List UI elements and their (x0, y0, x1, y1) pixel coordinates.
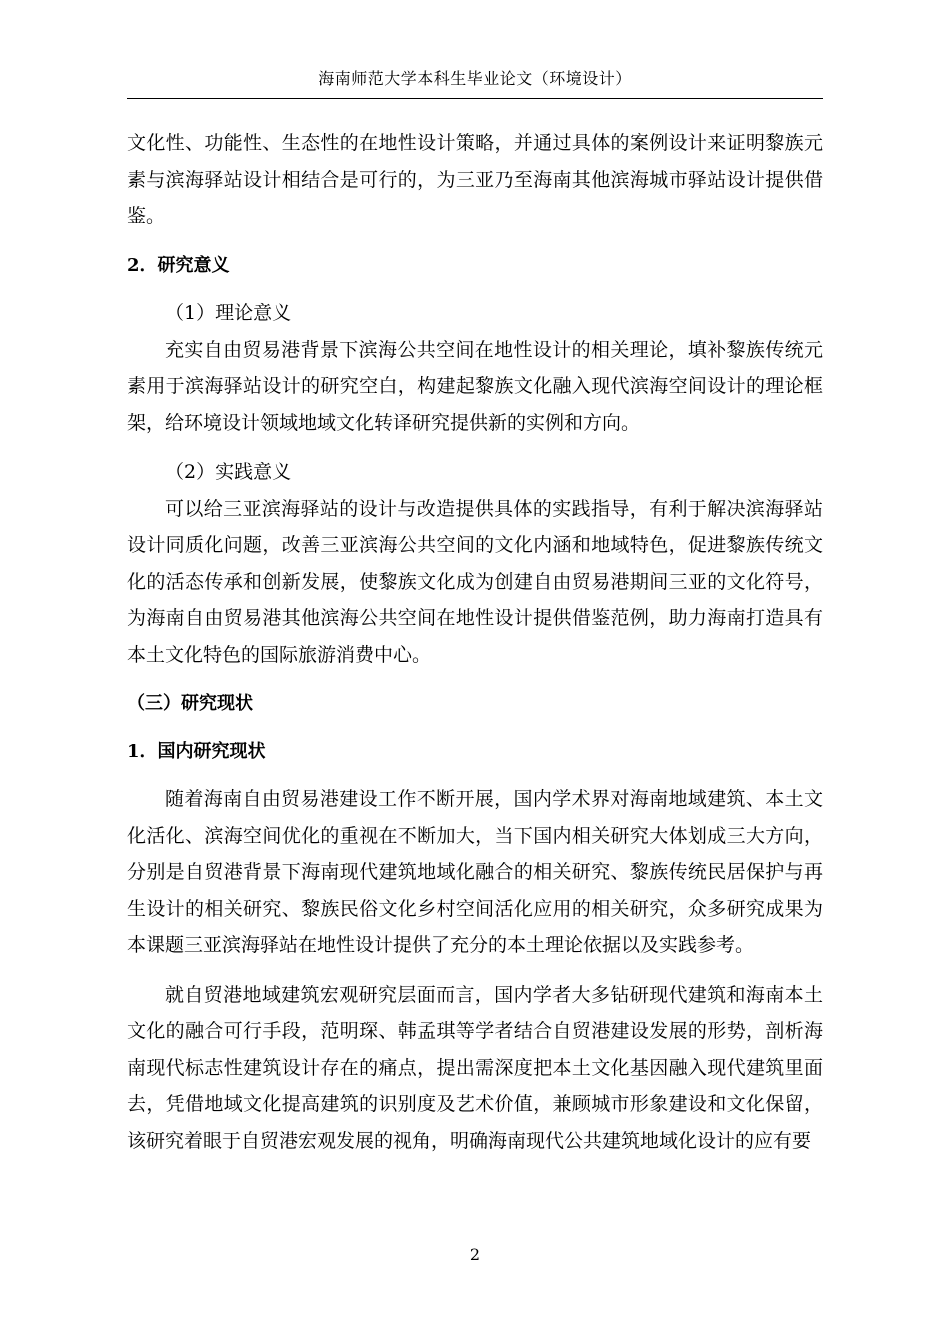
header-divider (127, 98, 823, 99)
document-body (127, 125, 823, 1159)
paragraph-theoretical-significance: 充实自由贸易港背景下滨海公共空间在地性设计的相关理论，填补黎族传统元素用于滨海驿站设计的研究空白，构建起黎族文化融入现代滨海空间设计的理论框架，给环境设计领域地域文化转译研究提供新的实例和方向。 (127, 338, 823, 434)
paragraph-domestic-status-2: 就自贸港地域建筑宏观研究层面而言，国内学者大多钻研现代建筑和海南本土文化的融合可行手段，范明琛、韩孟琪等学者结合自贸港建设发展的形势，剖析海南现代标志性建筑设计存在的痛点，提出需深度把本土文化基因融入现代建筑里面去，凭借地域文化提高建筑的识别度及艺术价值，兼顾城市形象建设和文化保留，该研究着眼于自贸港宏观发展的视角，明确海南现代公共建筑地域化设计的应有要 (127, 983, 823, 1152)
page-header: 海南师范大学本科生毕业论文（环境设计） (318, 69, 632, 88)
paragraph-domestic-status-1: 随着海南自由贸易港建设工作不断开展，国内学术界对海南地域建筑、本土文化活化、滨海空间优化的重视在不断加大，当下国内相关研究大体划成三大方向，分别是自贸港背景下海南现代建筑地域化融合的相关研究、黎族传统民居保护与再生设计的相关研究、黎族民俗文化乡村空间活化应用的相关研究，众多研究成果为本课题三亚滨海驿站在地性设计提供了充分的本土理论依据以及实践参考。 (127, 788, 823, 956)
paragraph-practical-significance: 可以给三亚滨海驿站的设计与改造提供具体的实践指导，有利于解决滨海驿站设计同质化问题，改善三亚滨海公共空间的文化内涵和地域特色，促进黎族传统文化的活态传承和创新发展，使黎族文化成为创建自由贸易港期间三亚的文化符号，为海南自由贸易港其他滨海公共空间在地性设计提供借鉴范例，助力海南打造具有本土文化特色的国际旅游消费中心。 (127, 497, 823, 666)
heading-research-significance: 2．研究意义 (127, 254, 230, 276)
page-number: 2 (469, 1245, 481, 1264)
subheading-practical-significance: （2）实践意义 (165, 461, 292, 483)
heading-research-status: （三）研究现状 (127, 693, 253, 714)
heading-domestic-research-status: 1．国内研究现状 (127, 740, 266, 762)
paragraph-intro-continuation: 文化性、功能性、生态性的在地性设计策略，并通过具体的案例设计来证明黎族元素与滨海驿站设计相结合是可行的，为三亚乃至海南其他滨海城市驿站设计提供借鉴。 (127, 132, 823, 227)
subheading-theoretical-significance: （1）理论意义 (165, 302, 292, 324)
